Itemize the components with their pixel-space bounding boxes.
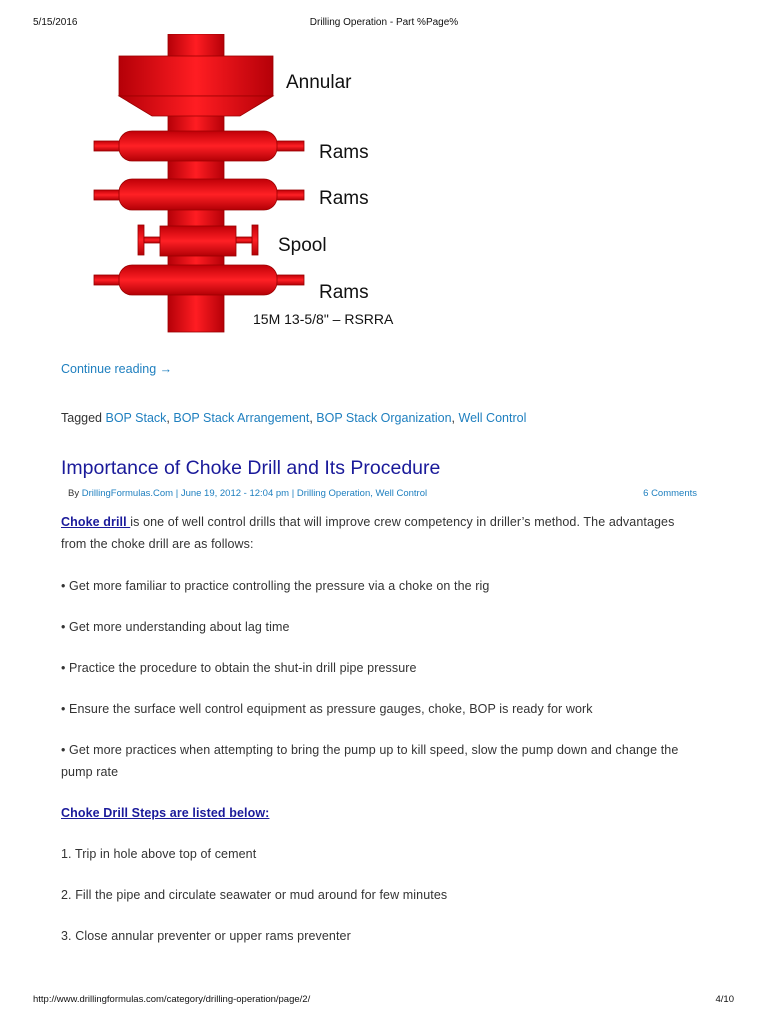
category-link-drilling-operation[interactable]: Drilling Operation [296,488,371,499]
step-item: 2. Fill the pipe and circulate seawater or mud around for few minutes [61,888,448,902]
spool-body [160,226,236,256]
label-rams-3: Rams [319,282,369,303]
bullet-item: • Get more understanding about lag time [61,620,290,634]
print-date: 5/15/2016 [33,17,78,28]
tags-prefix: Tagged [61,411,103,425]
annular-preventer-cone [119,96,273,116]
print-footer [0,994,768,1008]
comments-link[interactable]: 6 Comments [643,488,697,499]
post-date-link[interactable]: June 19, 2012 - 12:04 pm [180,488,290,499]
tag-link-bop-stack-organization[interactable]: BOP Stack Organization [316,411,452,425]
bullet-item: • Get more familiar to practice controlling the pressure via a choke on the rig [61,579,490,593]
print-header [0,17,768,31]
diagram-caption: 15M 13-5/8" – RSRRA [253,311,394,327]
steps-heading-paragraph [61,802,701,824]
ram-body-3 [119,265,277,295]
spool-outlet-left [144,237,160,243]
ram-body-2 [119,179,277,210]
ram-body-1 [119,131,277,161]
label-rams-2: Rams [319,188,369,209]
ram-arm-left-3 [94,275,120,285]
ram-arm-left-2 [94,190,120,200]
author-link[interactable]: DrillingFormulas.Com [81,488,174,499]
post-content [61,511,701,947]
intro-text: is one of well control drills that will improve crew competency in driller’s method. The advantages from the choke drill are as follows: [61,515,675,551]
bullet-item: • Ensure the surface well control equipment as pressure gauges, choke, BOP is ready for work [61,702,593,716]
choke-drill-link[interactable]: Choke drill [61,515,131,529]
ram-arm-right-1 [276,141,304,151]
continue-reading-link[interactable]: Continue reading → [61,362,173,376]
post-byline: By DrillingFormulas.Com | June 19, 2012 - 12:04 pm | Drilling Operation, Well Control 6 Comments [68,488,697,499]
print-url: http://www.drillingformulas.com/category/drilling-operation/page/2/ [33,994,311,1005]
tag-link-bop-stack-arrangement[interactable]: BOP Stack Arrangement [173,411,310,425]
ram-arm-left-1 [94,141,120,151]
spool-flange-left [138,225,144,255]
step-item: 3. Close annular preventer or upper rams preventer [61,929,351,943]
steps-heading-link[interactable]: Choke Drill Steps are listed below: [61,806,270,820]
ram-arm-right-2 [276,190,304,200]
post-title[interactable]: Importance of Choke Drill and Its Procedure [61,457,441,479]
step-item: 1. Trip in hole above top of cement [61,847,257,861]
spool-outlet-right [236,237,252,243]
category-link-well-control[interactable]: Well Control [375,488,428,499]
print-title: Drilling Operation - Part %Page% [309,17,459,28]
bop-stack-image [88,34,428,334]
label-spool: Spool [278,235,327,256]
label-rams-1: Rams [319,142,369,163]
spool-flange-right [252,225,258,255]
label-annular: Annular [286,72,352,93]
ram-arm-right-3 [276,275,304,285]
tag-link-bop-stack[interactable]: BOP Stack [105,411,167,425]
intro-paragraph [61,511,701,555]
bullet-item: • Get more practices when attempting to bring the pump up to kill speed, slow the pump down and change the pump rate [61,743,679,779]
bop-stack-diagram [88,34,428,334]
tag-link-well-control[interactable]: Well Control [458,411,527,425]
byline-by: By [68,488,80,499]
bullet-item: • Practice the procedure to obtain the shut-in drill pipe pressure [61,661,417,675]
post-tags: Tagged BOP Stack, BOP Stack Arrangement, BOP Stack Organization, Well Control [61,411,527,425]
annular-preventer-top [119,56,273,96]
print-page-number: 4/10 [715,994,734,1005]
